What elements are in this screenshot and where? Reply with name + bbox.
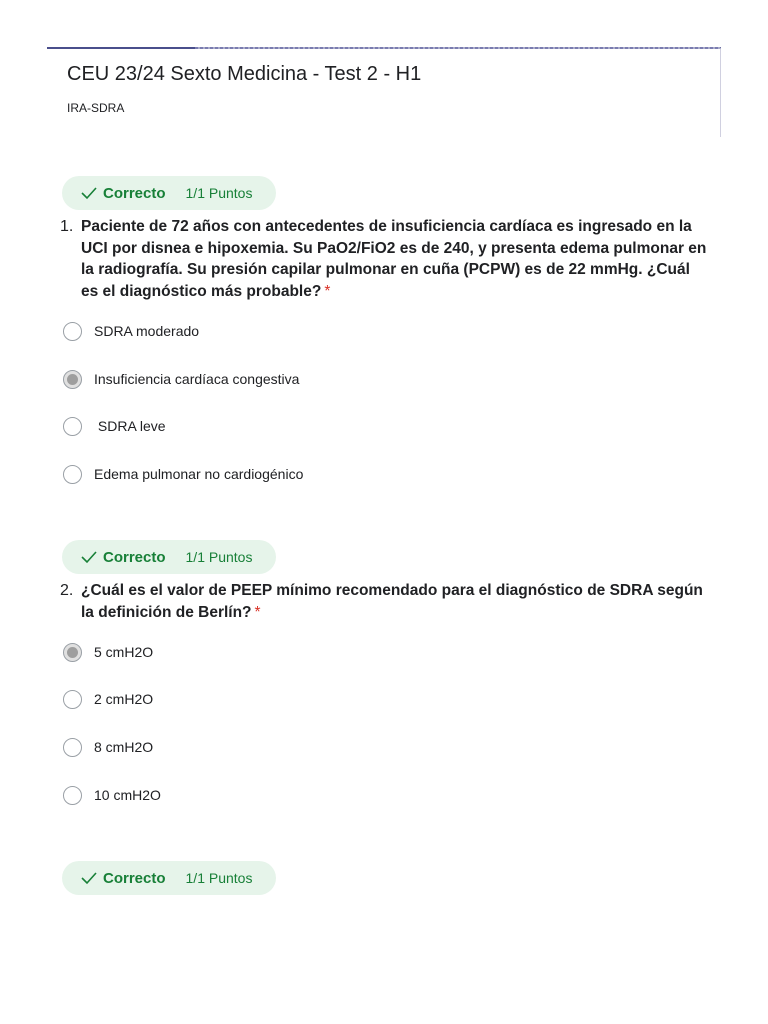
question-text <box>81 216 710 303</box>
question-number: 1. <box>60 218 74 235</box>
score-badge <box>62 861 276 895</box>
badge-points: 1/1 Puntos <box>185 870 253 886</box>
check-icon <box>80 871 98 885</box>
badge-status: Correcto <box>103 869 166 887</box>
badge-status: Correcto <box>103 184 166 202</box>
check-icon <box>80 550 98 564</box>
option-radio[interactable] <box>63 688 153 710</box>
option-radio[interactable] <box>63 784 161 806</box>
radio-button[interactable] <box>63 322 82 341</box>
option-radio[interactable] <box>63 641 153 663</box>
check-icon <box>80 186 98 200</box>
radio-button[interactable] <box>63 690 82 709</box>
form-title: CEU 23/24 Sexto Medicina - Test 2 - H1 <box>67 63 422 85</box>
option-label: Edema pulmonar no cardiogénico <box>94 466 304 482</box>
required-marker: * <box>254 603 261 621</box>
required-marker: * <box>324 283 331 301</box>
radio-button[interactable] <box>63 465 82 484</box>
badge-points: 1/1 Puntos <box>185 549 253 565</box>
radio-button[interactable] <box>63 738 82 757</box>
header-decoration <box>195 47 720 49</box>
score-badge <box>62 176 276 210</box>
option-radio[interactable] <box>63 415 166 437</box>
question-1 <box>60 216 710 303</box>
question-2 <box>60 580 710 623</box>
option-label: 2 cmH2O <box>94 691 154 707</box>
badge-status: Correcto <box>103 548 166 566</box>
badge-points: 1/1 Puntos <box>185 185 253 201</box>
option-radio[interactable] <box>63 320 199 342</box>
radio-button[interactable] <box>63 417 82 436</box>
score-badge <box>62 540 276 574</box>
option-radio[interactable] <box>63 368 299 390</box>
question-text <box>81 580 710 623</box>
option-label: 10 cmH2O <box>94 787 161 803</box>
question-text-body: Paciente de 72 años con antecedentes de insuficiencia cardíaca es ingresado en la UCI por disnea e hipoxemia. Su PaO2/FiO2 es de 240, y presenta edema pulmonar en la radiografía. Su presión capilar pulmonar en cuña (PCPW) es de 22 mmHg. ¿Cuál es el diagnóstico más probable? <box>81 218 707 301</box>
option-radio[interactable] <box>63 736 153 758</box>
option-label: 5 cmH2O <box>94 644 154 660</box>
option-label: SDRA leve <box>94 418 166 434</box>
option-label: 8 cmH2O <box>94 739 154 755</box>
radio-button-selected[interactable] <box>63 370 82 389</box>
option-label: Insuficiencia cardíaca congestiva <box>94 371 300 387</box>
radio-button[interactable] <box>63 786 82 805</box>
option-radio[interactable] <box>63 463 303 485</box>
question-number: 2. <box>60 582 74 599</box>
option-label: SDRA moderado <box>94 323 200 339</box>
form-header <box>47 47 721 137</box>
radio-button-selected[interactable] <box>63 643 82 662</box>
question-text-body: ¿Cuál es el valor de PEEP mínimo recomendado para el diagnóstico de SDRA según la definición de Berlín? <box>81 582 703 621</box>
form-subtitle: IRA-SDRA <box>67 101 125 115</box>
